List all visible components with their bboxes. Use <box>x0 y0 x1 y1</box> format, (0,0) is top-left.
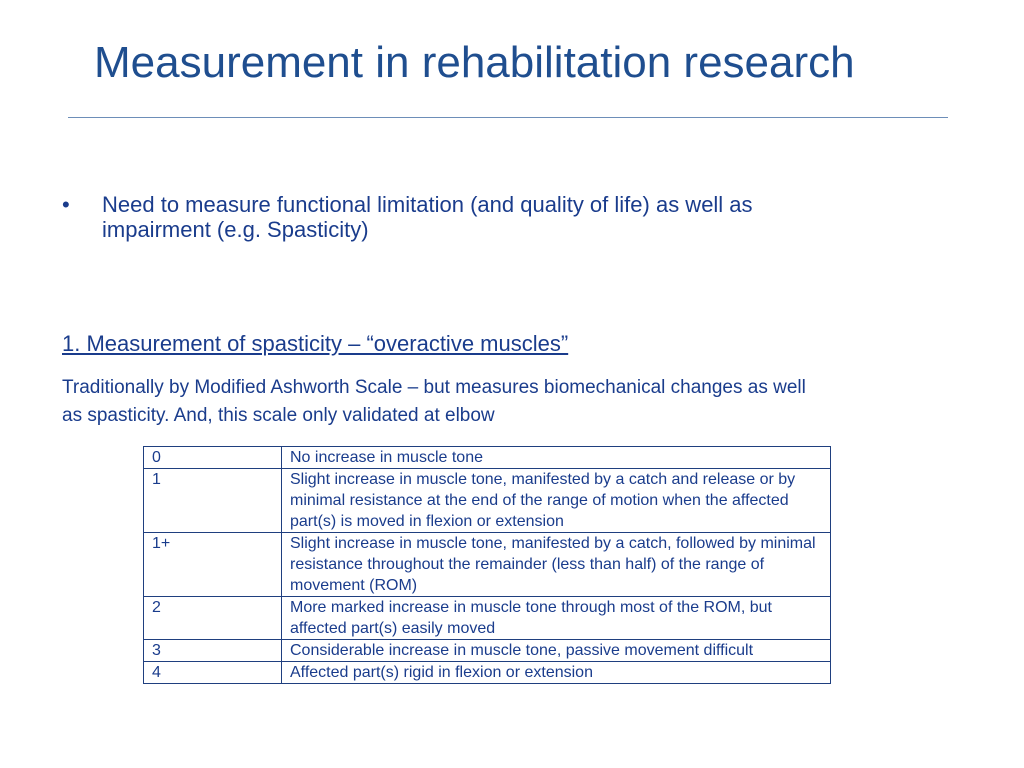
score-cell: 4 <box>144 662 282 684</box>
description-paragraph: Traditionally by Modified Ashworth Scale – but measures biomechanical changes as well as spasticity. And, this scale only validated at elbow <box>62 377 806 426</box>
description-cell: Slight increase in muscle tone, manifested by a catch, followed by minimal resistance throughout the remainder (less than half) of the range of movement (ROM) <box>282 533 831 597</box>
score-cell: 3 <box>144 640 282 662</box>
bullet-symbol: • <box>62 192 70 217</box>
description-cell: Considerable increase in muscle tone, passive movement difficult <box>282 640 831 662</box>
description-cell: More marked increase in muscle tone through most of the ROM, but affected part(s) easily moved <box>282 597 831 640</box>
section-heading: 1. Measurement of spasticity – “overactive muscles” <box>62 331 569 356</box>
score-cell: 2 <box>144 597 282 640</box>
table-row <box>144 533 831 597</box>
table-row <box>144 469 831 533</box>
score-cell: 0 <box>144 447 282 469</box>
title-divider <box>68 117 948 118</box>
table-row <box>144 640 831 662</box>
description-cell: Slight increase in muscle tone, manifested by a catch and release or by minimal resistance at the end of the range of motion when the affected part(s) is moved in flexion or extension <box>282 469 831 533</box>
modified-ashworth-scale-table <box>143 446 831 684</box>
table-row <box>144 662 831 684</box>
table-row <box>144 447 831 469</box>
description-cell: No increase in muscle tone <box>282 447 831 469</box>
score-cell: 1+ <box>144 533 282 597</box>
description-cell: Affected part(s) rigid in flexion or extension <box>282 662 831 684</box>
bullet-text: Need to measure functional limitation (and quality of life) as well as impairment (e.g. Spasticity) <box>102 192 753 242</box>
slide-title: Measurement in rehabilitation research <box>94 38 855 87</box>
table-row <box>144 597 831 640</box>
score-cell: 1 <box>144 469 282 533</box>
